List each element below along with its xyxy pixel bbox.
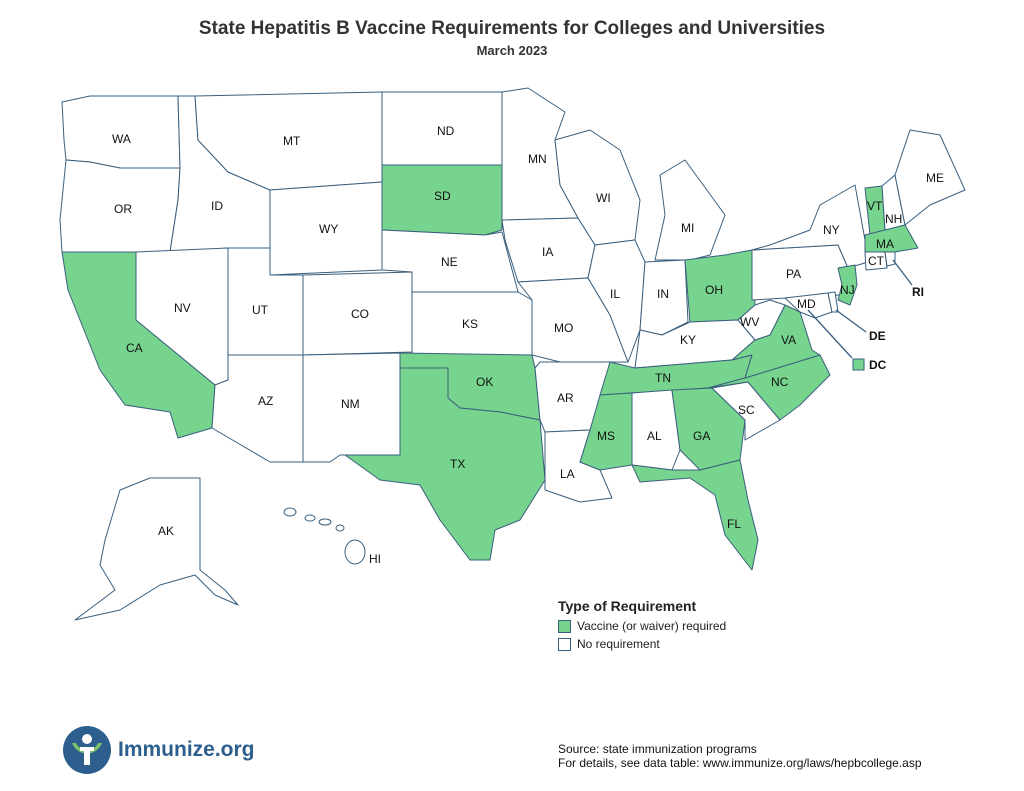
label-SC: SC: [738, 403, 755, 417]
dc-marker: [853, 359, 864, 370]
immunize-logo-icon: [62, 725, 112, 775]
state-HI: [284, 508, 365, 564]
source-line-1: Source: state immunization programs: [558, 742, 757, 756]
label-KY: KY: [680, 333, 697, 347]
ri-leader-line: [893, 260, 912, 285]
label-CO: CO: [351, 307, 369, 321]
label-TX: TX: [450, 457, 466, 471]
label-HI: HI: [369, 552, 381, 566]
label-NV: NV: [174, 301, 191, 315]
label-MT: MT: [283, 134, 301, 148]
immunize-logo: [62, 725, 255, 775]
label-DC: DC: [869, 358, 887, 372]
label-AL: AL: [647, 429, 662, 443]
label-MD: MD: [797, 297, 816, 311]
label-AK: AK: [158, 524, 175, 538]
legend-title: Type of Requirement: [558, 598, 697, 614]
label-GA: GA: [693, 429, 711, 443]
label-ND: ND: [437, 124, 455, 138]
legend: [558, 598, 726, 653]
label-WY: WY: [319, 222, 339, 236]
label-ID: ID: [211, 199, 223, 213]
legend-label-none: No requirement: [577, 637, 660, 651]
label-ME: ME: [926, 171, 944, 185]
label-RI: RI: [912, 285, 924, 299]
label-VA: VA: [781, 333, 797, 347]
label-UT: UT: [252, 303, 268, 317]
label-NE: NE: [441, 255, 458, 269]
label-MS: MS: [597, 429, 615, 443]
source-note: [558, 742, 922, 770]
label-MO: MO: [554, 321, 574, 335]
de-leader-line: [836, 310, 866, 332]
label-MA: MA: [876, 237, 894, 251]
label-CA: CA: [126, 341, 143, 355]
label-TN: TN: [655, 371, 671, 385]
state-FL: [632, 460, 758, 570]
label-AZ: AZ: [258, 394, 274, 408]
label-OH: OH: [705, 283, 723, 297]
label-MI: MI: [681, 221, 695, 235]
source-line-2: For details, see data table: www.immunize.org/laws/hepbcollege.asp: [558, 756, 922, 770]
legend-item-required: [558, 617, 726, 635]
legend-item-none: [558, 635, 726, 653]
map-subtitle: March 2023: [476, 43, 548, 58]
label-KS: KS: [462, 317, 479, 331]
label-NM: NM: [341, 397, 360, 411]
legend-swatch-none: [558, 638, 571, 651]
label-VT: VT: [867, 199, 883, 213]
map-title: State Hepatitis B Vaccine Requirements for Colleges and Universities: [198, 18, 826, 39]
label-IN: IN: [657, 287, 669, 301]
label-MN: MN: [528, 152, 547, 166]
label-NJ: NJ: [840, 283, 855, 297]
label-IA: IA: [542, 245, 554, 259]
label-NC: NC: [771, 375, 789, 389]
label-PA: PA: [786, 267, 802, 281]
label-NY: NY: [823, 223, 840, 237]
label-SD: SD: [434, 189, 451, 203]
label-DE: DE: [869, 329, 886, 343]
label-OK: OK: [476, 375, 494, 389]
label-AR: AR: [557, 391, 574, 405]
label-IL: IL: [610, 287, 621, 301]
label-FL: FL: [727, 517, 742, 531]
label-WV: WV: [740, 315, 760, 329]
label-OR: OR: [114, 202, 132, 216]
label-LA: LA: [560, 467, 575, 481]
state-RI: [885, 252, 895, 266]
state-AK: [75, 478, 238, 620]
state-MI: [655, 160, 725, 260]
label-WI: WI: [596, 191, 611, 205]
label-WA: WA: [112, 132, 131, 146]
label-CT: CT: [868, 254, 884, 268]
logo-text: Immunize.org: [118, 738, 255, 761]
label-NH: NH: [885, 212, 903, 226]
legend-label-required: Vaccine (or waiver) required: [577, 619, 727, 633]
legend-swatch-required: [558, 620, 571, 633]
